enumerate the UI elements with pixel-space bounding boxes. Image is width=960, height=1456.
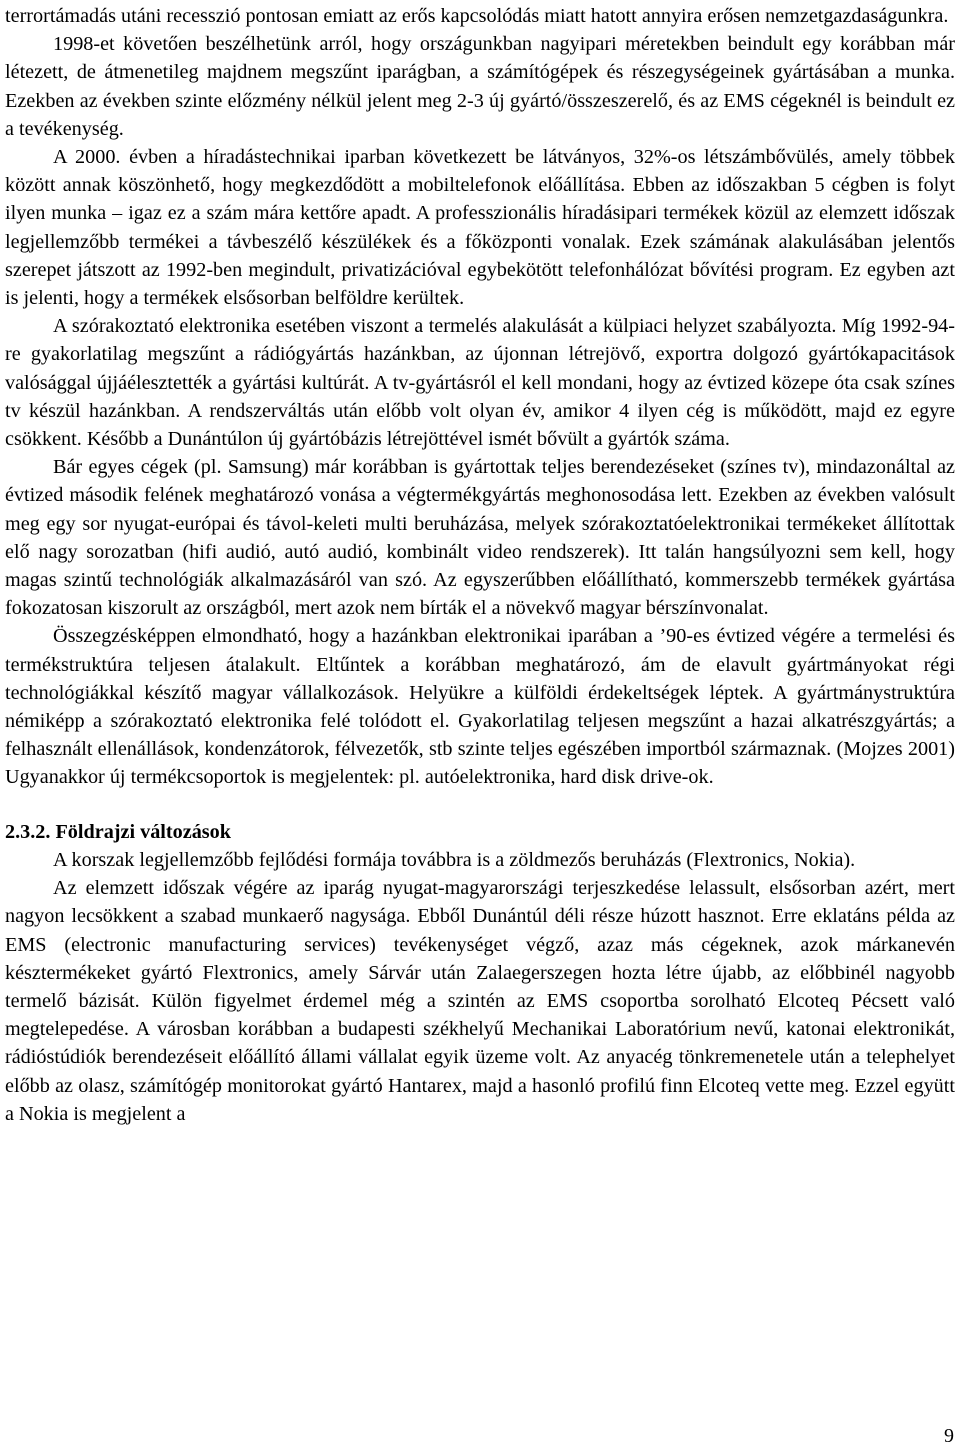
paragraph-computer-manufacturing: 1998-et követően beszélhetünk arról, hogy országunkban nagyipari méretekben beindult egy korábban már létezett, de átmenetileg majdnem megszűnt iparágban, a számítógépek és részegységeinek gyártásában a munka. Ezekben az években szinte előzmény nélkül jelent meg 2-3 új gyártó/összeszerelő, és az EMS cégeknél is beindult ez a tevékenység.: [5, 33, 955, 140]
paragraph-continuation: terrortámadás utáni recesszió pontosan emiatt az erős kapcsolódás miatt hatott annyira erősen nemzetgazdaságunkra.: [5, 5, 949, 27]
document-page: [5, 2, 955, 1128]
paragraph-telecom-industry: A 2000. évben a híradástechnikai iparban következett be látványos, 32%-os létszámbővülés, amely többek között annak köszönhető, hogy megkezdődött a mobiltelefonok előállítása. Ebben az időszakban 5 cégben is folyt ilyen munka – igaz ez a szám mára kettőre apadt. A professzionális híradásipari termékek közül az elemzett időszak legjellemzőbb termékei a távbeszélő készülékek és a főközponti vonalak. Ezek számának alakulásában jelentős szerepet játszott az 1992-ben megindult, privatizációval egybekötött telefonhálózat bővítési program. Ez egyben azt is jelenti, hogy a termékek elsősorban belföldre kerültek.: [5, 146, 955, 310]
paragraph-end-product-manufacturing: Bár egyes cégek (pl. Samsung) már korábban is gyártottak teljes berendezéseket (színes tv), mindazonáltal az évtized második felének meghatározó vonása a végtermékgyártás meghonosodása lett. Ezekben az években valósult meg egy sor nyugat-európai és távol-keleti multi beruházása, melyek szórakoztatóelektronikai termékeket állítottak elő nagy sorozatban (hifi audió, autó audió, kombinált video rendszerek). Itt talán hangsúlyozni sem kell, hogy magas szintű technológiák alkalmazásáról van szó. Az egyszerűbben előállítható, kommerszebb termékek gyártása fokozatosan kiszorult az országból, mert azok nem bírták el a növekvő magyar bérszínvonalat.: [5, 456, 955, 620]
paragraph-geographic-expansion: Az elemzett időszak végére az iparág nyugat-magyarországi terjeszkedése lelassult, elsősorban azért, mert nagyon lecsökkent a szabad munkaerő nagysága. Ebből Dunántúl déli része húzott hasznot. Erre eklatáns példa az EMS (electronic manufacturing services) tevékenységet végző, azaz más cégeknek, azok márkanevén késztermékeket gyártó Flextronics, amely Sárvár után Zalaegerszegen hozta létre újabb, az előbbinél nagyobb termelő bázisát. Külön figyelmet érdemel még a szintén az EMS csoportba sorolható Elcoteq Pécsett való megtelepedése. A városban korábban a budapesti székhelyű Mechanikai Laboratórium nevű, katonai elektronikát, rádióstúdiók berendezéseit előállító állami vállalat egyik üzeme volt. Az anyacég tönkremenetele után a telephelyet előbb az olasz, számítógép monitorokat gyártó Hantarex, majd a hasonló profilú finn Elcoteq vette meg. Ezzel együtt a Nokia is megjelent a: [5, 877, 955, 1125]
page-number: 9: [944, 1425, 954, 1447]
paragraph-consumer-electronics: A szórakoztató elektronika esetében viszont a termelés alakulását a külpiaci helyzet szabályozta. Míg 1992-94-re gyakorlatilag megszűnt a rádiógyártás hazánkban, az újonnan létrejövő, exportra dolgozó gyártókapacitások valósággal újjáélesztették a gyártási kultúrát. A tv-gyártásról el kell mondani, hogy az évtized közepe óta csak színes tv készül hazánkban. A rendszerváltás után előbb volt olyan év, amikor 4 ilyen cég is működött, majd ez egyre csökkent. Később a Dunántúlon új gyártóbázis létrejöttével ismét bővült a gyártók száma.: [5, 315, 955, 451]
paragraph-greenfield: A korszak legjellemzőbb fejlődési formája továbbra is a zöldmezős beruházás (Flextronics, Nokia).: [53, 848, 856, 871]
section-heading: 2.3.2. Földrajzi változások: [5, 820, 231, 843]
paragraph-summary: Összegzésképpen elmondható, hogy a hazánkban elektronikai iparában a ’90-es évtized végére a termelési és termékstruktúra teljesen átalakult. Eltűntek a korábban meghatározó, ám de elavult gyártmányokat régi technológiákkal készítő magyar vállalkozások. Helyükre a külföldi érdekeltségek léptek. A gyártmánystruktúra némiképp a szórakoztató elektronika felé tolódott el. Gyakorlatilag teljesen megszűnt a hazai alkatrészgyártás; a felhasznált ellenállások, kondenzátorok, félvezetők, stb szinte teljes egészében importból származnak. (Mojzes 2001) Ugyanakkor új termékcsoportok is megjelentek: pl. autóelektronika, hard disk drive-ok.: [5, 625, 955, 789]
